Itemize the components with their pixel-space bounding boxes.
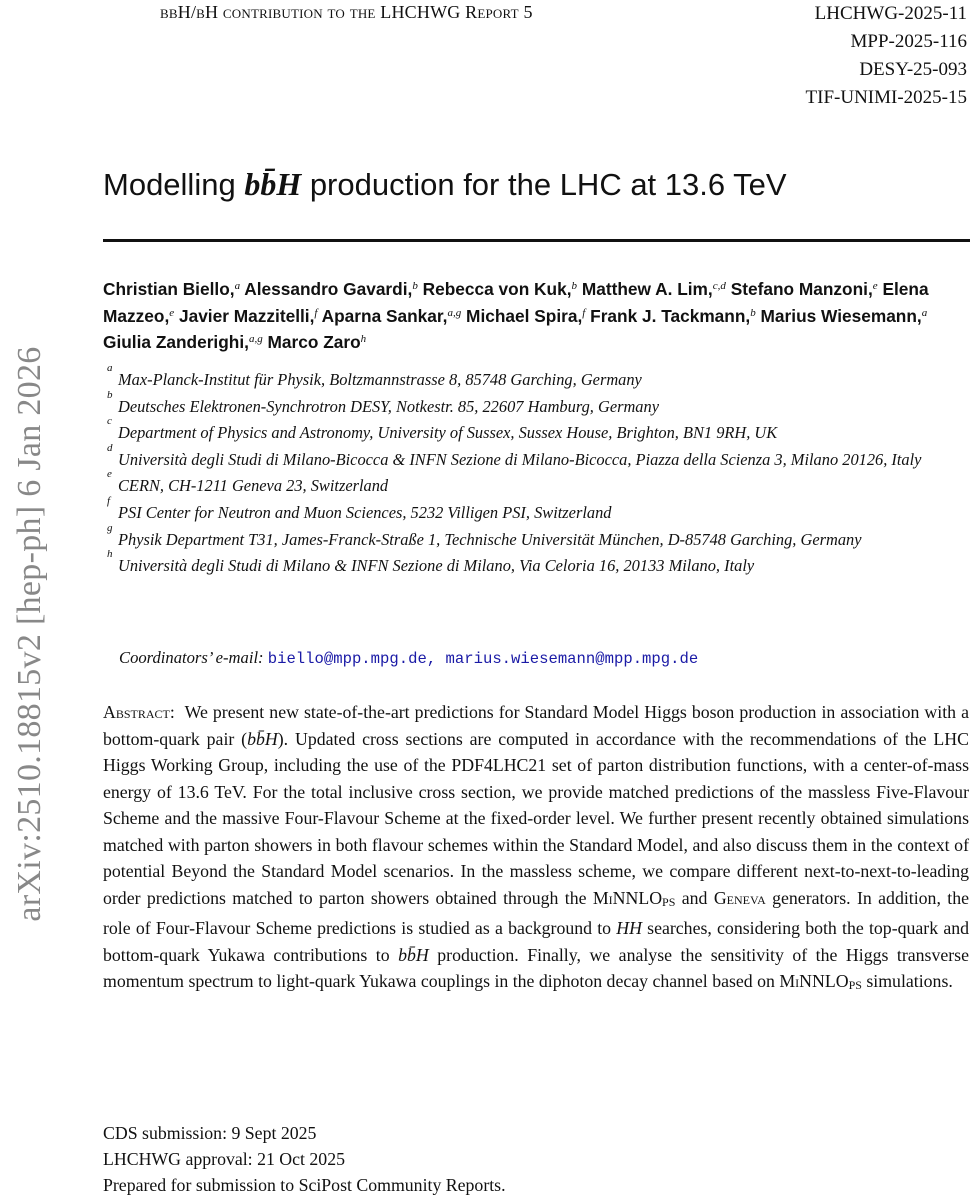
author: Aparna Sankar,$^{a,g}$ bbox=[321, 305, 462, 326]
author-list bbox=[103, 276, 963, 356]
author: Javier Mazzitelli,$^f$ bbox=[178, 305, 318, 326]
author: Christian Biello,$^a$ bbox=[103, 279, 241, 299]
author: Michael Spira,$^f$ bbox=[466, 305, 586, 326]
author: Marco Zaro$^h$ bbox=[267, 332, 367, 352]
report-id: LHCHWG-2025-11 bbox=[814, 3, 967, 24]
report-id: TIF-UNIMI-2025-15 bbox=[805, 87, 967, 108]
arxiv-stamp: arXiv:2510.18815v2 [hep-ph] 6 Jan 2026 bbox=[11, 346, 48, 922]
abstract-label: Abstract: bbox=[103, 702, 175, 722]
report-id: MPP-2025-116 bbox=[850, 31, 967, 52]
title-rule bbox=[103, 239, 970, 242]
title-text: Modelling bbox=[103, 167, 245, 202]
report-id: DESY-25-093 bbox=[859, 59, 967, 80]
submission-meta bbox=[103, 1120, 506, 1198]
affiliation: c Department of Physics and Astronomy, University of Sussex, Sussex House, Brighton, BN1 9RH, UK bbox=[107, 415, 778, 443]
running-head: bbH/bH contribution to the LHCHWG Report 5 bbox=[160, 2, 533, 22]
lhchwg-approval: LHCHWG approval: 21 Oct 2025 bbox=[103, 1149, 345, 1169]
author: Giulia Zanderighi,$^{a,g}$ bbox=[103, 332, 263, 352]
author: Elena Mazzeo,$^e$ bbox=[103, 279, 929, 326]
prepared-for: Prepared for submission to SciPost Community Reports. bbox=[103, 1175, 506, 1195]
author: Frank J. Tackmann,$^b$ bbox=[590, 305, 756, 326]
affiliation: g Physik Department T31, James-Franck-Straße 1, Technische Universität München, D-85748 Garching, Germany bbox=[107, 521, 862, 549]
cds-submission: CDS submission: 9 Sept 2025 bbox=[103, 1123, 317, 1143]
title-math: bb̄H bbox=[244, 166, 302, 202]
email-label: Coordinators’ e-mail: bbox=[119, 648, 268, 667]
author: Matthew A. Lim,$^{c,d}$ bbox=[581, 279, 726, 299]
report-ids bbox=[806, 0, 967, 112]
author: Rebecca von Kuk,$^b$ bbox=[422, 279, 578, 299]
paper-title bbox=[103, 166, 787, 203]
affiliation: f PSI Center for Neutron and Muon Sciences, 5232 Villigen PSI, Switzerland bbox=[107, 494, 612, 522]
affiliation: e CERN, CH-1211 Geneva 23, Switzerland bbox=[107, 468, 389, 496]
author: Marius Wiesemann,$^a$ bbox=[760, 305, 928, 326]
author: Stefano Manzoni,$^e$ bbox=[730, 279, 878, 299]
affiliation: d Università degli Studi di Milano-Bicocca & INFN Sezione di Milano-Bicocca, Piazza della Scienza 3, Milano 20126, Italy bbox=[107, 441, 922, 469]
email-links[interactable]: biello@mpp.mpg.de, marius.wiesemann@mpp.mpg.de bbox=[267, 650, 699, 668]
affiliation: h Università degli Studi di Milano & INFN Sezione di Milano, Via Celoria 16, 20133 Milano, Italy bbox=[107, 548, 755, 576]
abstract: Abstract: We present new state-of-the-art predictions for Standard Model Higgs boson production in association with a bottom-quark pair (bb̄H). Updated cross sections are computed in accordance with the recommendations of the LHC Higgs Working Group, including the use of the PDF4LHC21 set of parton distribution functions, with a center-of-mass energy of 13.6 TeV. For the total inclusive cross section, we provide matched predictions of the massless Five-Flavour Scheme and the massive Four-Flavour Scheme at the fixed-order level. We further present recently obtained simulations matched with parton showers in both flavour schemes within the Standard Model, and also discuss them in the context of potential Beyond the Standard Model scenarios. In the massless scheme, we compare different next-to-next-to-leading order predictions matched to parton showers obtained through the MiNNLOPS and Geneva generators. In addition, the role of Four-Flavour Scheme predictions is studied as a background to HH searches, considering both the top-quark and bottom-quark Yukawa contributions to bb̄H production. Finally, we analyse the sensitivity of the Higgs transverse momentum spectrum to light-quark Yukawa couplings in the diphoton decay channel based on MiNNLOPS simulations. bbox=[103, 702, 969, 992]
affiliation: a Max-Planck-Institut für Physik, Boltzmannstrasse 8, 85748 Garching, Germany bbox=[107, 362, 642, 389]
coordinators-email bbox=[119, 648, 698, 668]
title-text: production for the LHC at 13.6 TeV bbox=[301, 167, 787, 202]
affiliation-list bbox=[107, 362, 967, 580]
affiliation: b Deutsches Elektronen-Synchrotron DESY, Notkestr. 85, 22607 Hamburg, Germany bbox=[107, 388, 659, 416]
author: Alessandro Gavardi,$^b$ bbox=[244, 279, 418, 299]
